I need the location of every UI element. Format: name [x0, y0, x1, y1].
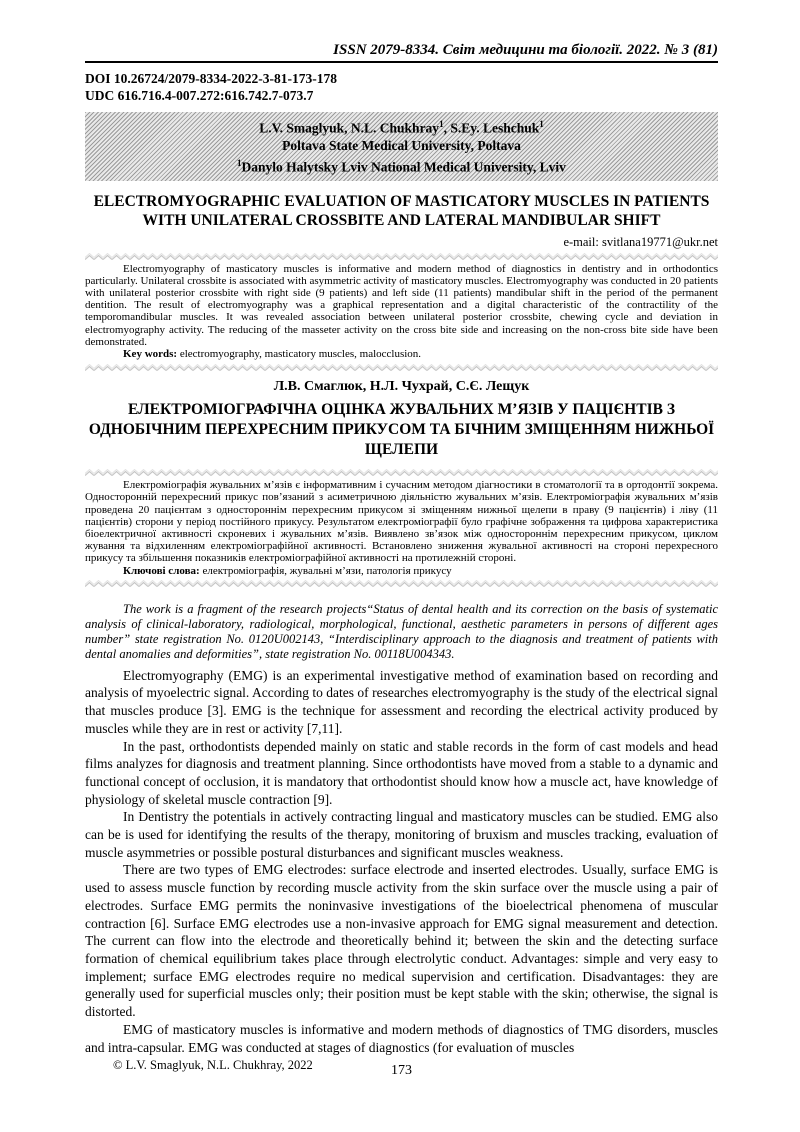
page-number: 173 — [391, 1063, 412, 1078]
body-paragraph: EMG of masticatory muscles is informative and modern methods of diagnostics of TMG disorders, muscles and intra-capsular. EMG was conducted at stages of diagnostics (for evaluation of muscles — [85, 1021, 718, 1055]
page-footer — [85, 1058, 718, 1079]
affiliation-text: Danylo Halytsky Lviv National Medical University, Lviv — [241, 159, 566, 174]
doi-line: DOI 10.26724/2079-8334-2022-3-81-173-178 — [85, 71, 337, 86]
article-body — [85, 667, 718, 1056]
zigzag-divider — [85, 253, 718, 261]
authors-names: , S.Ey. Leshchuk — [443, 120, 540, 136]
keywords-ua-line — [85, 565, 718, 577]
header-rule — [85, 61, 718, 63]
body-paragraph: Electromyography (EMG) is an experimental investigative method of examination based on recording and analysis of myoelectric signal. According to dates of researches electromyography is the study of the electrical signal that muscles produce [3]. EMG is the technique for assessment and recording the electrical activity produced by muscles while they are in rest or activity [7,11]. — [85, 667, 718, 736]
zigzag-divider — [85, 469, 718, 477]
authors-names: L.V. Smaglyuk, N.L. Chukhray — [259, 120, 440, 136]
author-affiliation-marker: 1 — [439, 119, 444, 129]
author-affiliation-marker: 1 — [539, 119, 544, 129]
body-paragraph: In Dentistry the potentials in actively contracting lingual and masticatory muscles can be studied. EMG also can be is used for identifying the results of the therapy, monitoring of bruxism and muscles tracking, evaluation of muscle asymmetries or possible postural disturbances and significant muscles weakness. — [85, 809, 718, 860]
udc-line: UDC 616.716.4-007.272:616.742.7-073.7 — [85, 88, 314, 103]
affiliation-marker: 1 — [237, 157, 242, 168]
funding-note: The work is a fragment of the research projects“Status of dental health and its correction on the basis of systematic analysis of clinical-laboratory, radiological, morphological, functional, aesthetic parameters in persons of different ages number” state registration No. 0120U002143, “Interdisciplinary approach to the diagnosis and treatment of patients with dental anomalies and deformities”, state registration No. 00118U004343. — [85, 601, 718, 661]
authors-affiliations-box — [85, 112, 718, 181]
keywords-en-label: Key words: — [123, 347, 178, 360]
article-identifiers — [85, 70, 718, 104]
authors-line — [85, 116, 718, 137]
authors-ua: Л.В. Смаглюк, Н.Л. Чухрай, С.Є. Лещук — [273, 379, 530, 395]
journal-issue-line: ISSN 2079-8334. Світ медицини та біології. 2022. № 3 (81) — [333, 42, 718, 58]
keywords-en-line — [85, 348, 718, 360]
abstract-en: Electromyography of masticatory muscles is informative and modern method of diagnostics in dentistry and in orthodontics particularly. Unilateral crossbite is associated with asymmetric activity of masticatory muscles. Electromyography was conducted in 20 patients with unilateral posterior crossbite with right side (9 patients) and left side (11 patients) mandibular shift in the period of the permanent dentition. The result of electromyography was a graphical representation and a digital characteristic of the contractility of the temporomandibular muscles. It was revealed association between unilateral posterior crossbite, chewing cycle and deviation in electromyography activity. The reducing of the masseter activity on the cross bite side and increasing on the non-cross bite side have been demonstrated. — [85, 262, 718, 348]
abstract-ua: Електроміографія жувальних м’язів є інформативним і сучасним методом діагностики в стоматології та в ортодонтії зокрема. Односторонній перехресний прикус пов’язаний з асиметричною діяльністю жувальних м’язів. Електроміографія жувальних м’язів проведена 20 пацієнтам з одностороннім перехресним прикусом зі зміщенням нижньої щелепи в праву (9 пацієнтів) і ліву (11 пацієнтів) сторони у період постійного прикусу. Результатом електроміографії було графічне зображення та цифрова характеристика біоелектричної активності скроневих і жувальних м’язів. Виявлено зв’язок між одностороннім перехресним прикусом, циклом жування та відхиленням електроміографійної активності. Встановлено зниження жувальної активності на стороні перехресного прикусу та збільшення показників електроміографійної активності на протилежній стороні. — [85, 479, 718, 565]
affiliation-line — [85, 155, 718, 176]
copyright-line: © L.V. Smaglyuk, N.L. Chukhray, 2022 — [113, 1058, 313, 1072]
body-paragraph: There are two types of EMG electrodes: surface electrode and inserted electrodes. Usually, surface EMG is used to assess muscle function by recording muscle activity from the skin surface over the muscle using a pair of electrodes. Surface EMG permits the noninvasive investigations of the bioelectrical phenomena of muscular contraction [6]. Surface EMG electrodes use a non-invasive approach for EMG signal measurement and detection. The current can flow into the electrode and theoretically behind it; between the skin and the detecting surface formation of chemical equilibrium takes place through electrolytic conduct. Advantages: simple and very easy to implement; surface EMG electrodes require no medical supervision and certification. Disadvantages: they are generally used for superficial muscles only; their position must be kept stable with the skin; otherwise, the signal is distorted. — [85, 862, 718, 1020]
zigzag-divider — [85, 580, 718, 588]
keywords-ua-label: Ключові слова: — [123, 564, 200, 577]
zigzag-divider — [85, 364, 718, 372]
body-paragraph: In the past, orthodontists depended mainly on static and stable records in the form of cast models and head films analyzes for diagnosis and treatment planning. Since orthodontists have moved from a stable to a dynamic and functional concept of occlusion, it is mandatory that orthodontist should know how a muscle act, have knowledge of physiology of skeletal muscle contraction [9]. — [85, 738, 718, 807]
keywords-ua-text: електроміографія, жувальні м’язи, патологія прикусу — [199, 564, 452, 577]
article-title-ua: ЕЛЕКТРОМІОГРАФІЧНА ОЦІНКА ЖУВАЛЬНИХ М’ЯЗІВ У ПАЦІЄНТІВ З ОДНОБІЧНИМ ПЕРЕХРЕСНИМ ПРИКУСОМ ТА БІЧНИМ ЗМІЩЕННЯМ НИЖНЬОЇ ЩЕЛЕПИ — [88, 401, 715, 459]
article-title-en: ELECTROMYOGRAPHIC EVALUATION OF MASTICATORY MUSCLES IN PATIENTS WITH UNILATERAL CROSSBITE AND LATERAL MANDIBULAR SHIFT — [93, 192, 710, 229]
contact-email: e-mail: svitlana19771@ukr.net — [563, 234, 718, 249]
keywords-en-text: electromyography, masticatory muscles, malocclusion. — [177, 347, 422, 360]
affiliation-line: Poltava State Medical University, Poltava — [282, 138, 521, 153]
